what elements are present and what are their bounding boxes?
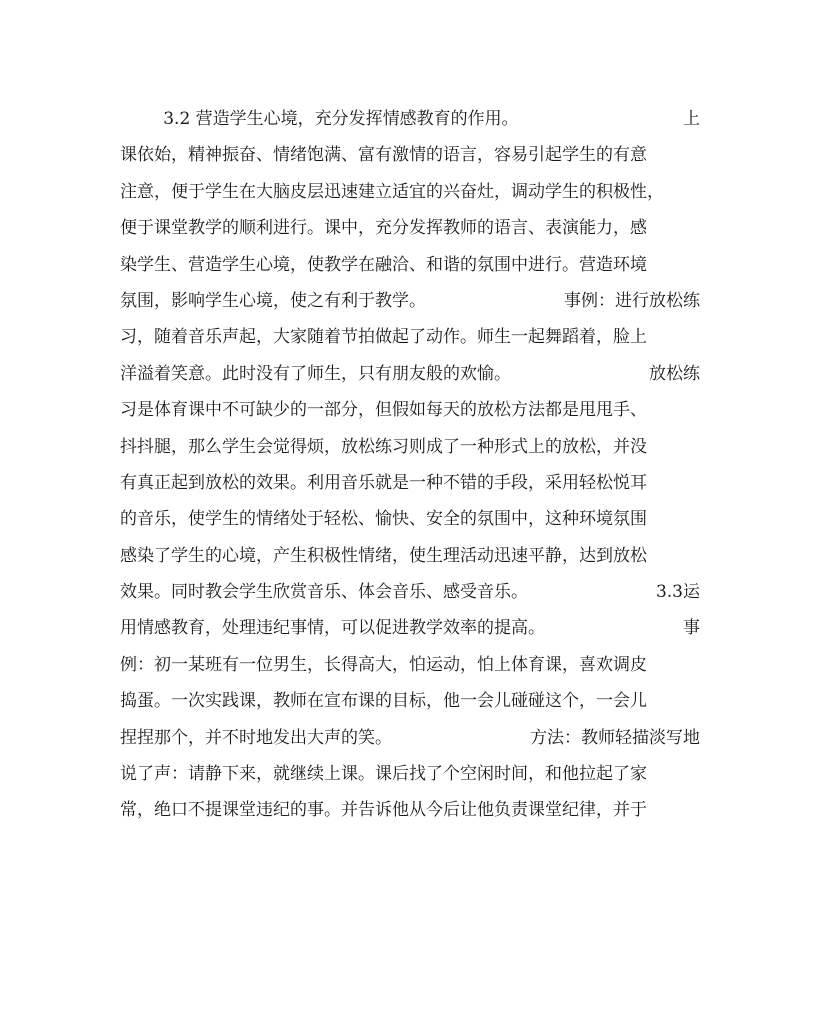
text-line [120,319,700,355]
text-line [120,392,700,428]
text-line [120,210,700,246]
text-line [120,792,700,828]
text-line [120,247,700,283]
text-segment: 放松练 [649,363,700,384]
text-segment: 抖抖腿，那么学生会觉得烦，放松练习则成了一种形式上的放松，并没 [120,436,647,457]
text-segment: 氛围，影响学生心境，使之有利于教学。 [120,290,426,311]
text-line [120,283,700,319]
text-line [120,756,700,792]
text-segment: 课依始，精神振奋、情绪饱满、富有激情的语言，容易引起学生的有意 [120,145,647,166]
text-line [120,683,700,719]
text-segment: 的音乐，使学生的情绪处于轻松、愉快、安全的氛围中，这种环境氛围 [120,509,647,530]
text-line [120,720,700,756]
text-line [120,501,700,537]
text-segment: 说了声：请静下来，就继续上课。课后找了个空闲时间，和他拉起了家 [120,764,647,785]
text-line [120,174,700,210]
text-segment: 捣蛋。一次实践课，教师在宣布课的目标，他一会儿碰碰这个，一会儿 [120,691,647,712]
text-segment: 洋溢着笑意。此时没有了师生，只有朋友般的欢愉。 [120,363,511,384]
text-segment: 感染了学生的心境，产生积极性情绪，使生理活动迅速平静，达到放松 [120,545,647,566]
text-line [120,610,700,646]
text-segment: 3.2 营造学生心境，充分发挥情感教育的作用。 [120,109,519,129]
text-line [120,429,700,465]
text-segment: 有真正起到放松的效果。利用音乐就是一种不错的手段，采用轻松悦耳 [120,472,647,493]
text-line [120,647,700,683]
body-text [120,101,700,829]
text-line [120,465,700,501]
text-segment: 习是体育课中不可缺少的一部分，但假如每天的放松方法都是甩甩手、 [120,400,647,421]
text-segment: 例：初一某班有一位男生，长得高大，怕运动，怕上体育课，喜欢调皮 [120,654,647,675]
text-line [120,356,700,392]
text-segment: 用情感教育，处理违纪事情，可以促进教学效率的提高。 [120,618,545,639]
text-segment: 捏捏那个，并不时地发出大声的笑。 [120,727,392,748]
text-segment: 习，随着音乐声起，大家随着节拍做起了动作。师生一起舞蹈着，脸上 [120,327,647,348]
text-segment: 事 [683,618,700,639]
text-segment: 便于课堂教学的顺利进行。课中，充分发挥教师的语言、表演能力，感 [120,218,647,239]
text-segment: 注意，便于学生在大脑皮层迅速建立适宜的兴奋灶，调动学生的积极性， [120,181,664,202]
text-line [120,101,700,137]
text-segment: 染学生、营造学生心境，使教学在融洽、和谐的氛围中进行。营造环境 [120,254,647,275]
text-segment: 3.3运 [655,582,700,603]
text-line [120,137,700,173]
text-line [120,538,700,574]
text-segment: 事例：进行放松练 [564,290,700,311]
text-segment: 上 [683,109,700,129]
text-segment: 方法：教师轻描淡写地 [530,727,700,748]
text-segment: 效果。同时教会学生欣赏音乐、体会音乐、感受音乐。 [120,582,528,603]
text-line [120,574,700,610]
text-segment: 常，绝口不提课堂违纪的事。并告诉他从今后让他负责课堂纪律，并于 [120,800,647,821]
